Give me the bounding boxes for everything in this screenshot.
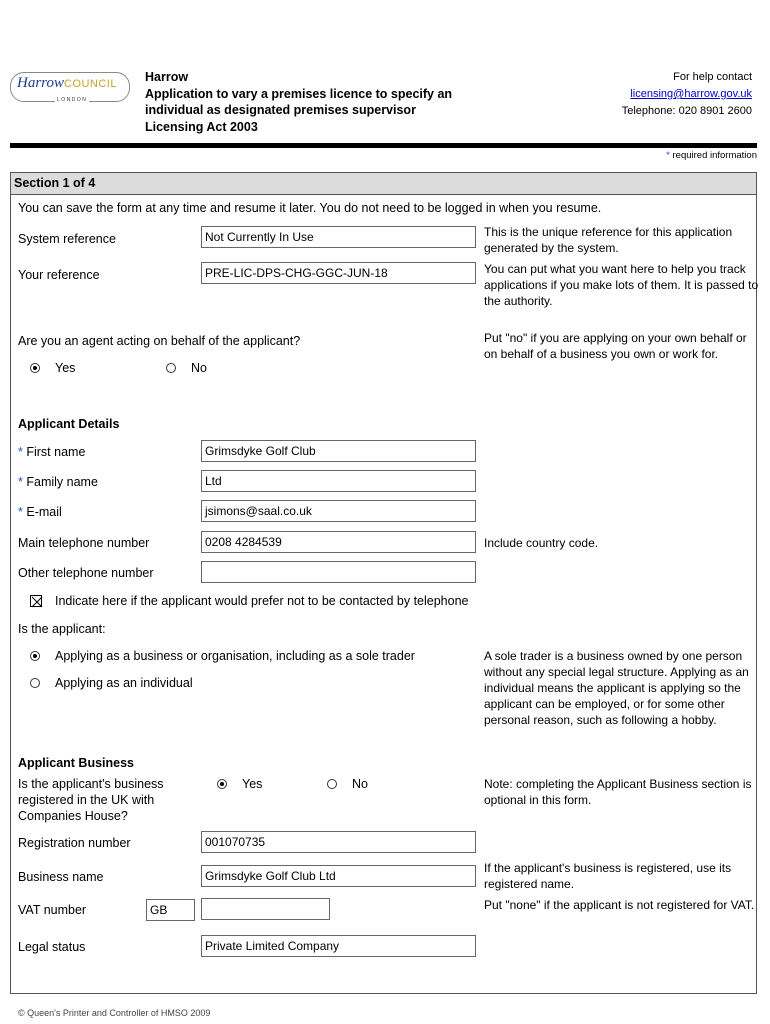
applicant-type-question: Is the applicant:	[18, 622, 106, 636]
legal-status-field[interactable]: Private Limited Company	[201, 935, 476, 957]
main-phone-help: Include country code.	[484, 536, 599, 550]
no-phone-contact-label: Indicate here if the applicant would prefer not to be contacted by telephone	[55, 594, 469, 608]
business-name-field[interactable]: Grimsdyke Golf Club Ltd	[201, 865, 476, 887]
your-reference-label: Your reference	[18, 268, 100, 282]
form-title	[145, 69, 452, 135]
help-label: For help contact	[673, 71, 752, 83]
required-star-icon: *	[666, 150, 670, 161]
business-registered-no-label: No	[352, 777, 368, 791]
vat-number-field[interactable]	[201, 898, 330, 920]
business-name-label: Business name	[18, 870, 104, 884]
system-reference-field[interactable]: Not Currently In Use	[201, 226, 476, 248]
required-star-icon: *	[18, 475, 23, 489]
title-line-1: Application to vary a premises licence to specify an	[145, 86, 453, 101]
applicant-details-heading: Applicant Details	[18, 417, 120, 431]
family-name-label: * Family name	[18, 475, 98, 489]
applicant-type-individual-radio[interactable]	[30, 678, 40, 688]
main-phone-label: Main telephone number	[18, 536, 150, 550]
applicant-type-business-label: Applying as a business or organisation, including as a sole trader	[55, 649, 415, 663]
title-line-2: individual as designated premises supervisor	[145, 103, 416, 117]
applicant-business-heading: Applicant Business	[18, 756, 134, 770]
other-phone-label: Other telephone number	[18, 566, 154, 580]
checkbox-cross-icon	[31, 596, 43, 608]
help-email-link[interactable]: licensing@harrow.gov.uk	[630, 88, 752, 100]
agent-yes-label: Yes	[55, 361, 76, 375]
agent-help: Put "no" if you are applying on your own behalf or on behalf of a business you own or work for.	[484, 331, 747, 361]
applicant-type-individual-label: Applying as an individual	[55, 676, 193, 690]
footer-copyright: © Queen's Printer and Controller of HMSO 2009	[18, 1008, 211, 1018]
vat-number-label: VAT number	[18, 903, 87, 917]
logo-wordmark: HarrowCOUNCIL	[17, 75, 117, 91]
agent-no-label: No	[191, 361, 207, 375]
section-intro: You can save the form at any time and resume it later. You do not need to be logged in when you resume.	[18, 201, 602, 215]
business-name-help: If the applicant's business is registered, use its registered name.	[484, 861, 732, 891]
other-phone-field[interactable]	[201, 561, 476, 583]
vat-prefix-field[interactable]: GB	[146, 899, 195, 921]
system-reference-help: This is the unique reference for this application generated by the system.	[484, 225, 733, 255]
legal-status-label: Legal status	[18, 940, 86, 954]
business-registered-no-radio[interactable]	[327, 779, 337, 789]
required-note: * required information	[666, 150, 757, 161]
no-phone-contact-checkbox[interactable]	[30, 595, 42, 607]
header-divider	[10, 143, 757, 148]
family-name-field[interactable]: Ltd	[201, 470, 476, 492]
agent-no-radio[interactable]	[166, 363, 176, 373]
agent-yes-radio[interactable]	[30, 363, 40, 373]
title-line-act: Licensing Act 2003	[145, 119, 258, 134]
your-reference-field[interactable]: PRE-LIC-DPS-CHG-GGC-JUN-18	[201, 262, 476, 284]
vat-number-help: Put "none" if the applicant is not registered for VAT.	[484, 898, 755, 912]
required-star-icon: *	[18, 445, 23, 459]
main-phone-field[interactable]: 0208 4284539	[201, 531, 476, 553]
help-phone: Telephone: 020 8901 2600	[621, 105, 752, 117]
required-star-icon: *	[18, 505, 23, 519]
registration-number-label: Registration number	[18, 836, 131, 850]
title-line-authority: Harrow	[145, 70, 189, 84]
help-contact	[622, 69, 752, 120]
email-field[interactable]: jsimons@saal.co.uk	[201, 500, 476, 522]
section-header	[11, 173, 756, 195]
business-registered-question: Is the applicant's business registered in the UK with Companies House?	[18, 777, 164, 823]
registration-number-field[interactable]: 001070735	[201, 831, 476, 853]
applicant-type-help: A sole trader is a business owned by one person without any special legal structure. Applying as an individual means the applicant is applying so the applicant can be employed, or for some other personal reason, such as following a hobby.	[484, 649, 749, 727]
applicant-type-business-radio[interactable]	[30, 651, 40, 661]
email-label: * E-mail	[18, 505, 62, 519]
business-registered-yes-radio[interactable]	[217, 779, 227, 789]
logo-subtext: LONDON	[57, 97, 88, 103]
your-reference-help: You can put what you want here to help you track applications if you make lots of them. It is passed to the authority.	[484, 262, 759, 308]
agent-question: Are you an agent acting on behalf of the applicant?	[18, 334, 301, 348]
system-reference-label: System reference	[18, 232, 116, 246]
applicant-business-note: Note: completing the Applicant Business section is optional in this form.	[484, 777, 752, 807]
first-name-label: * First name	[18, 445, 86, 459]
harrow-council-logo	[10, 72, 130, 102]
first-name-field[interactable]: Grimsdyke Golf Club	[201, 440, 476, 462]
business-registered-yes-label: Yes	[242, 777, 263, 791]
section-title: Section 1 of 4	[14, 176, 96, 190]
